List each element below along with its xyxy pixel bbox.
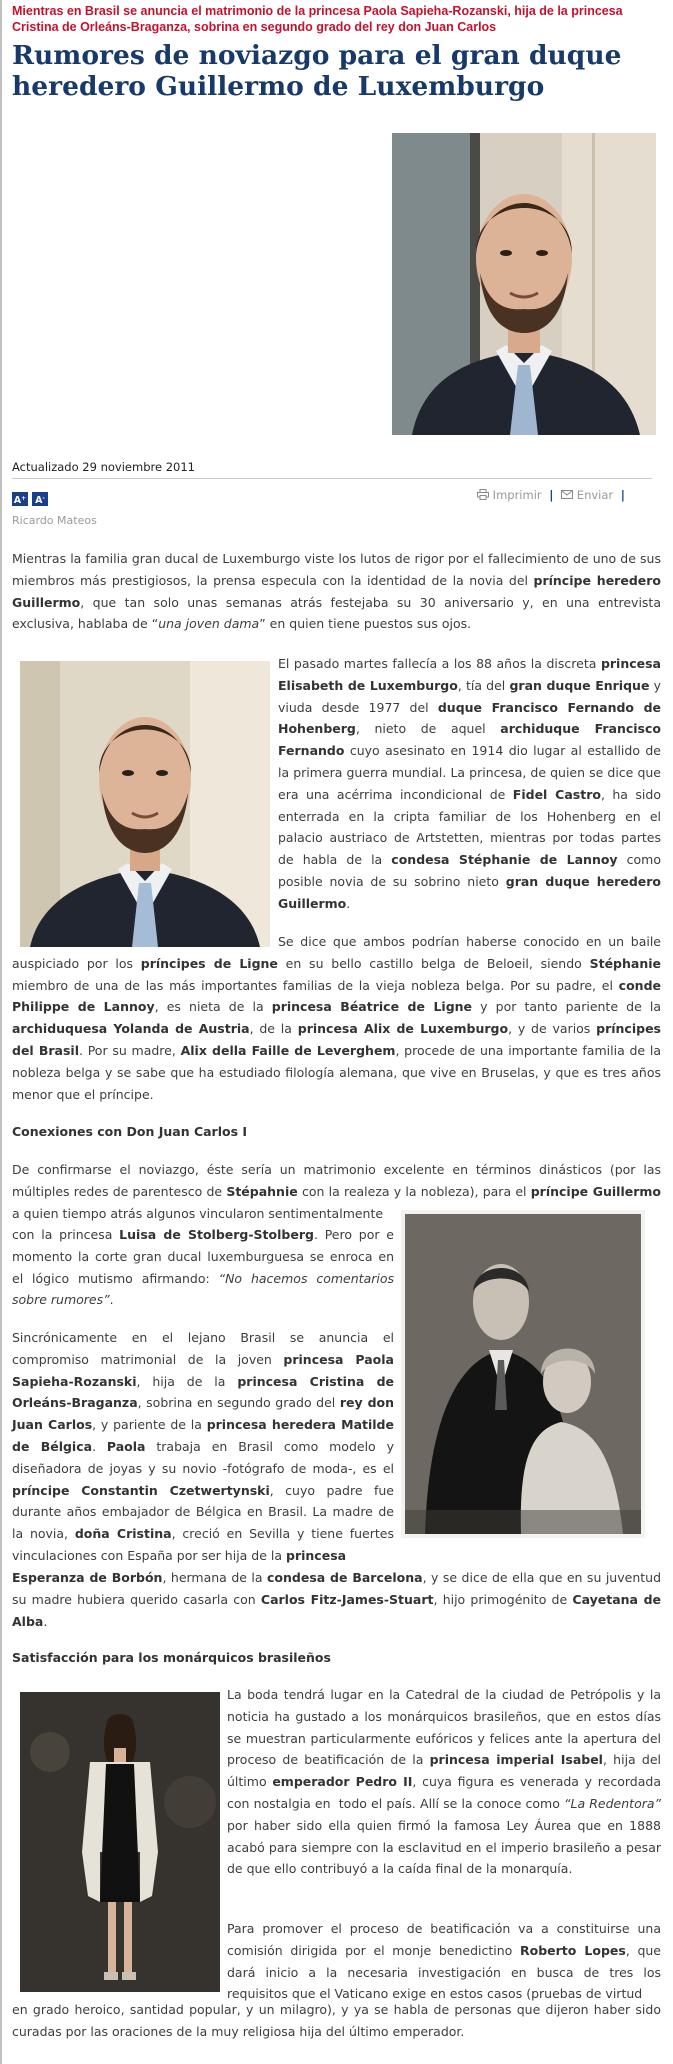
tools-separator: | <box>549 488 554 502</box>
print-link[interactable]: Imprimir <box>492 488 542 502</box>
paragraph-noviazgo-cont: con la princesa Luisa de Stolberg-Stolberg. Pero por e momento la corte gran ducal luxemburguesa se enroca en el lógico mutismo afirmando: “No hacemos comentarios sobre rumores”. <box>12 1227 394 1308</box>
envelope-icon <box>561 488 577 502</box>
paragraph-beatificacion: Para promover el proceso de beatificación va a constituirse una comisión dirigida por el monje benedictino Roberto Lopes, que dará inicio a la necesaria investigación en busca de tres los requisitos que el Vaticano exige en estos casos (pruebas de virtud <box>227 1921 661 2002</box>
paragraph-paola-cont: Esperanza de Borbón, hermana de la condesa de Barcelona, y se dice de ella que en su juventud su madre hubiera querido casarla con Carlos Fitz-James-Stuart, hijo primogénito de Cayetana de Alba. <box>12 1570 661 1629</box>
article-tools <box>477 488 629 502</box>
paragraph-noviazgo: De confirmarse el noviazgo, éste sería un matrimonio excelente en términos dinásticos (por las múltiples redes de parentesco de Stépahnie con la realeza y la nobleza), para el príncipe Guillermo a quien tiempo atrás algunos vincularon sentimentalmente <box>12 1162 662 1221</box>
paragraph-stephanie: Se dice que ambos podrían haberse conocido en un baile auspiciado por los príncipes de Ligne en su bello castillo belga de Beloeil, siendo Stéphanie miembro de una de las más importantes familias de la vieja nobleza belga. Por su padre, el conde Philippe de Lannoy, es nieta de la princesa Béatrice de Ligne y por tanto pariente de la archiduquesa Yolanda de Austria, de la princesa Alix de Luxemburgo, y de varios príncipes del Brasil. Por su madre, Alix della Faille de Leverghem, procede de una importante familia de la nobleza belga y se sabe que ha estudiado filología alemana, que vive en Bruselas, y que es tres años menor que el príncipe. <box>12 934 661 1102</box>
paragraph-paola: Sincrónicamente en el lejano Brasil se anuncia el compromiso matrimonial de la joven princesa Paola Sapieha-Rozanski, hija de la princesa Cristina de Orleáns-Braganza, sobrina en segundo grado del rey don Juan Carlos, y pariente de la princesa heredera Matilde de Bélgica. Paola trabaja en Brasil como modelo y diseñadora de joyas y su novio -fotógrafo de moda-, es el príncipe Constantin Czetwertynski, cuyo padre fue durante años embajador de Bélgica en Brasil. La madre de la novia, doña Cristina, creció en Sevilla y tiene fuertes vinculaciones con España por ser hija de la princesa <box>12 1330 395 1563</box>
main-photo <box>392 133 656 435</box>
font-increase-button[interactable]: A+ <box>12 492 28 506</box>
updated-date: Actualizado 29 noviembre 2011 <box>12 460 652 479</box>
tools-separator-end: | <box>620 488 625 502</box>
paragraph-beatificacion-cont: en grado heroico, santidad popular, y un milagro), y ya se habla de personas que dijeron haber sido curadas por las oraciones de la muy religiosa hija del último emperador. <box>12 2002 661 2039</box>
section-heading-satisfaccion: Satisfacción para los monárquicos brasileños <box>12 1650 331 1665</box>
left-border <box>0 0 2 2064</box>
author-byline: Ricardo Mateos <box>12 514 97 527</box>
guillermo-portrait-photo <box>20 661 270 947</box>
article-title: Rumores de noviazgo para el gran duque heredero Guillermo de Luxemburgo <box>12 40 622 102</box>
paragraph-elisabeth: El pasado martes fallecía a los 88 años la discreta princesa Elisabeth de Luxemburgo, tía del gran duque Enrique y viuda desde 1977 del duque Francisco Fernando de Hohenberg, nieto de aquel archiduque Francisco Fernando cuyo asesinato en 1914 dio lugar al estallido de la primera guerra mundial. La princesa, de quien se dice que era una acérrima incondicional de Fidel Castro, ha sido enterrada en la cripta familiar de los Hohenberg en el palacio austriaco de Artstetten, mientras por todas partes de habla de la condesa Stéphanie de Lannoy como posible novia de su sobrino nieto gran duque heredero Guillermo. <box>278 656 662 911</box>
article-subtitle: Mientras en Brasil se anuncia el matrimonio de la princesa Paola Sapieha-Rozanski, hija de la princesa Cristina de Orleáns-Braganza, sobrina en segundo grado del rey don Juan Carlos <box>12 4 623 34</box>
paola-event-photo <box>20 1692 220 1992</box>
font-size-controls <box>12 488 52 507</box>
send-link[interactable]: Enviar <box>576 488 614 502</box>
font-decrease-button[interactable]: A- <box>32 492 48 506</box>
printer-icon <box>477 488 493 502</box>
paragraph-intro: Mientras la familia gran ducal de Luxemburgo viste los lutos de rigor por el fallecimiento de uno de sus miembros más prestigiosos, la prensa especula con la identidad de la novia del príncipe heredero Guillermo, que tan solo unas semanas atrás festejaba su 30 aniversario y, en una entrevista exclusiva, hablaba de “una joven dama” en quien tiene puestos sus ojos. <box>12 551 662 632</box>
paragraph-boda: La boda tendrá lugar en la Catedral de la ciudad de Petrópolis y la noticia ha gustado a los monárquicos brasileños, que en estos días se muestran particularmente eufóricos y felices ante la apertura del proceso de beatificación de la princesa imperial Isabel, hija del último emperador Pedro II, cuya figura es venerada y recordada con nostalgia en todo el país. Allí se la conoce como “La Redentora” por haber sido ella quien firmó la famosa Ley Áurea que en 1888 acabó para siempre con la esclavitud en el imperio brasileño a pesar de que ello contribuyó a la caída final de la monarquía. <box>227 1687 662 1877</box>
couple-vintage-photo <box>401 1210 645 1538</box>
section-heading-conexiones: Conexiones con Don Juan Carlos I <box>12 1124 248 1139</box>
